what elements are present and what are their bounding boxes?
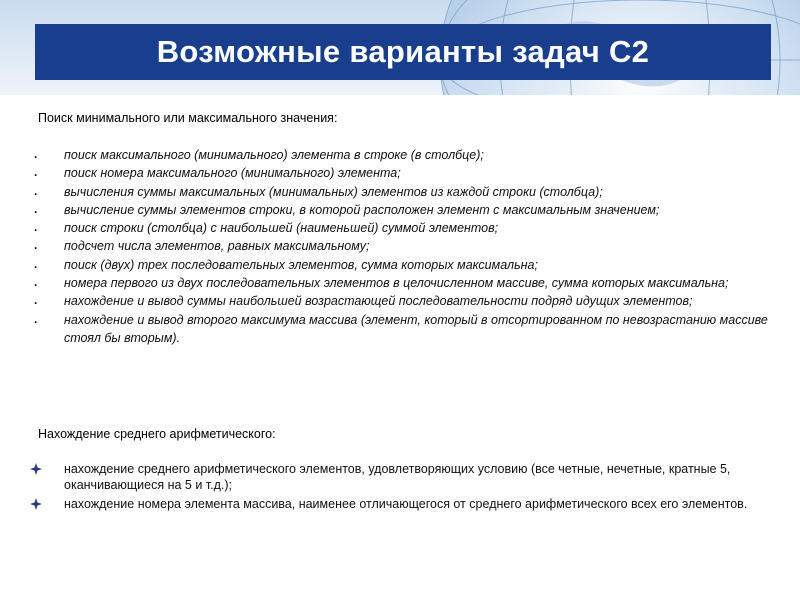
bullet-dot-icon: .: [34, 238, 38, 253]
list-item: . вычисление суммы элементов строки, в которой расположен элемент с максимальным значением;: [34, 201, 660, 217]
list-item: . нахождение и вывод суммы наибольшей возрастающей последовательности подряд идущих элементов;: [34, 293, 693, 309]
list-item: . поиск (двух) трех последовательных элементов, сумма которых максимальна;: [34, 256, 538, 272]
bullet-dot-icon: .: [34, 147, 38, 161]
list-item: . номера первого из двух последовательных элементов в целочисленном массиве, сумма которых максимальна;: [34, 275, 729, 291]
bullet-dot-icon: .: [34, 256, 38, 271]
bullet-dot-icon: .: [34, 183, 38, 198]
bullet-dot-icon: .: [34, 293, 38, 308]
list-item: . поиск номера максимального (минимального) элемента;: [34, 165, 401, 181]
section1-list: [30, 146, 770, 347]
diamond-bullet-icon: [30, 498, 42, 510]
list-item: . поиск строки (столбца) с наибольшей (наименьшей) суммой элементов;: [34, 220, 499, 236]
list-item: нахождение номера элемента массива, наименее отличающегося от среднего арифметического всех его элементов.: [30, 497, 780, 513]
bullet-dot-icon: .: [34, 311, 38, 326]
section2-list: [30, 462, 780, 517]
section1-heading: Поиск минимального или максимального значения:: [38, 111, 338, 125]
list-item: нахождение среднего арифметического элементов, удовлетворяющих условию (все четные, нечетные, кратные 5, оканчивающиеся на 5 и т.д.);: [30, 462, 780, 493]
bullet-dot-icon: .: [34, 201, 38, 216]
slide-title: Возможные варианты задач С2: [156, 34, 650, 69]
bullet-dot-icon: .: [34, 165, 38, 180]
list-item: . поиск максимального (минимального) элемента в строке (в столбце);: [34, 147, 484, 162]
bullet-dot-icon: .: [34, 275, 38, 290]
list-item: . вычисления суммы максимальных (минимальных) элементов из каждой строки (столбца);: [34, 183, 603, 199]
section2-heading: Нахождение среднего арифметического:: [38, 427, 276, 441]
list-item: . подсчет числа элементов, равных максимальному;: [34, 238, 370, 254]
bullet-dot-icon: .: [34, 220, 38, 235]
diamond-bullet-icon: [30, 463, 42, 475]
list-item: . нахождение и вывод второго максимума массива (элемент, который в отсортированном по невозрастанию массиве стоял бы вторым).: [34, 311, 768, 345]
